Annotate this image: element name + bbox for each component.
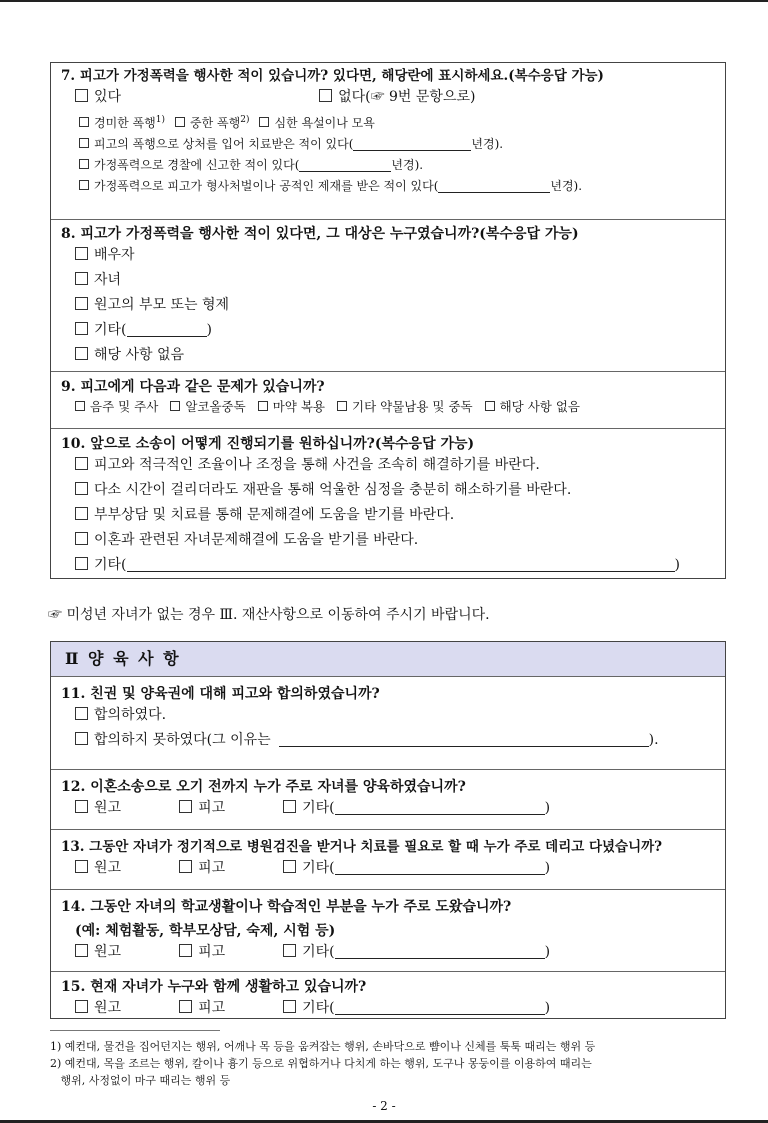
option-label: ) [544,860,551,876]
footnote-2-cont: 행위, 사정없이 마구 때리는 행위 등 [50,1074,231,1087]
option-label: 심한 욕설이나 모욕 [274,116,375,130]
checkbox[interactable] [337,401,347,411]
question-text: 9. 피고에게 다음과 같은 문제가 있습니까? [61,379,325,395]
checkbox[interactable] [75,322,88,335]
question-7 [51,67,725,219]
checkbox[interactable] [75,457,88,470]
checkbox[interactable] [75,707,88,720]
checkbox[interactable] [259,117,269,127]
option-label: 마약 복용 [272,399,325,414]
option-row [61,703,715,728]
option-label: ) [544,944,551,960]
option-label: 기타 약물남용 및 중독 [352,399,473,414]
checkbox[interactable] [258,401,268,411]
checkbox[interactable] [75,89,88,102]
option-label: 피고 [198,944,226,960]
option-label: 피고 [198,860,226,876]
sub-option-row [61,176,715,197]
option-label: 있다 [94,89,122,105]
question-15 [51,971,725,1025]
checkbox[interactable] [75,944,88,957]
reason-field[interactable] [279,732,649,747]
checkbox[interactable] [179,1000,192,1013]
option-label: 중한 폭행 [190,116,241,130]
option-label: 원고 [94,944,122,960]
question-11 [51,685,725,769]
option-label: 기타( [302,1000,335,1016]
option-label: 자녀 [94,272,122,288]
option-label: 부부상담 및 치료를 통해 문제해결에 도움을 받기를 바란다. [94,507,455,523]
option-label: 피고와 적극적인 조율이나 조정을 통해 사건을 조속히 해결하기를 바란다. [94,457,540,473]
option-label: 원고 [94,1000,122,1016]
option-row [61,293,715,318]
sub-option-row [61,134,715,155]
option-label: 합의하지 못하였다(그 이유는 [94,732,271,748]
checkbox[interactable] [75,347,88,360]
option-label: 피고 [198,800,226,816]
year-field[interactable] [353,136,471,151]
question-14 [51,889,725,971]
other-field[interactable] [335,800,545,815]
footnote-1: 1) 예컨대, 물건을 집어던지는 행위, 어깨나 목 등을 움켜잡는 행위, 손바닥으로 뺨이나 신체를 툭툭 때리는 행위 등 [50,1040,596,1053]
option-label: 알코올중독 [185,399,246,414]
checkbox[interactable] [319,89,332,102]
option-label: ) [674,557,680,573]
footnote-2: 2) 예컨대, 목을 조르는 행위, 칼이나 흉기 등으로 위협하거나 다치게 하는 행위, 도구나 몽둥이를 이용하여 때리는 [50,1057,592,1070]
checkbox[interactable] [75,272,88,285]
option-row [61,478,715,503]
skip-instruction: ☞ 미성년 자녀가 없는 경우 Ⅲ. 재산사항으로 이동하여 주시기 바랍니다. [48,607,490,623]
checkbox[interactable] [283,860,296,873]
option-row [61,503,715,528]
other-field[interactable] [335,860,545,875]
option-label: 해당 사항 없음 [94,347,185,363]
option-row [61,85,715,110]
checkbox[interactable] [75,247,88,260]
question-text: 11. 친권 및 양육권에 대해 피고와 합의하였습니까? [61,686,380,702]
option-row [61,268,715,293]
option-label: 원고의 부모 또는 형제 [94,297,230,313]
option-label: 년경). [471,137,504,151]
option-label: ) [544,1000,551,1016]
question-10 [51,428,725,582]
checkbox[interactable] [283,1000,296,1013]
option-row [61,243,715,268]
checkbox[interactable] [75,557,88,570]
questionnaire-box-2 [50,641,726,1019]
checkbox[interactable] [170,401,180,411]
option-label: ) [544,800,551,816]
option-label: 합의하였다. [94,707,167,723]
other-field[interactable] [127,557,675,572]
checkbox[interactable] [75,860,88,873]
question-text: 8. 피고가 가정폭력을 행사한 적이 있다면, 그 대상은 누구였습니까?(복수응답 가능) [61,226,579,242]
option-label: 경미한 폭행 [94,116,156,130]
other-field[interactable] [335,1000,545,1015]
option-label: 다소 시간이 걸리더라도 재판을 통해 억울한 심정을 충분히 해소하기를 바란다. [94,482,572,498]
option-label: 원고 [94,860,122,876]
question-text: 14. 그동안 자녀의 학교생활이나 학습적인 부분을 누가 주로 도왔습니까? [61,899,512,915]
other-field[interactable] [335,944,545,959]
question-text: 13. 그동안 자녀가 정기적으로 병원검진을 받거나 치료를 필요로 할 때 누가 주로 데리고 다녔습니까? [61,839,663,855]
option-label: 피고의 폭행으로 상처를 입어 치료받은 적이 있다( [94,137,354,151]
top-border [0,0,768,2]
footnote-ref: 1) [155,115,166,125]
option-row [61,343,715,368]
option-label: 년경). [550,179,583,193]
checkbox[interactable] [179,860,192,873]
option-label: 음주 및 주사 [90,399,159,414]
option-label: ). [648,732,659,748]
option-label: ) [206,322,212,338]
checkbox[interactable] [179,944,192,957]
question-text: 7. 피고가 가정폭력을 행사한 적이 있습니까? 있다면, 해당란에 표시하세요.(복수응답 가능) [61,68,604,84]
option-row [61,940,715,965]
option-label: 가정폭력으로 피고가 형사처벌이나 공적인 제재를 받은 적이 있다( [94,179,439,193]
footnote-ref: 2) [240,115,250,125]
question-9 [51,371,725,428]
option-label: 해당 사항 없음 [499,399,581,414]
option-row [61,728,715,753]
option-label: 피고 [198,1000,226,1016]
checkbox[interactable] [79,138,89,148]
option-label: 기타( [302,860,335,876]
option-label: 가정폭력으로 경찰에 신고한 적이 있다( [94,158,300,172]
option-row [61,553,715,578]
section-header: Ⅱ 양 육 사 항 [51,642,725,677]
question-text: 15. 현재 자녀가 누구와 함께 생활하고 있습니까? [61,979,367,995]
option-row [61,796,715,821]
checkbox[interactable] [75,800,88,813]
option-row [61,396,715,417]
checkbox[interactable] [79,180,89,190]
checkbox[interactable] [75,1000,88,1013]
question-13 [51,829,725,889]
checkbox[interactable] [179,800,192,813]
option-row [61,856,715,881]
year-field[interactable] [438,178,550,193]
question-text: 10. 앞으로 소송이 어떻게 진행되기를 원하십니까?(복수응답 가능) [61,436,475,452]
sub-option-row [61,155,715,176]
option-label: 년경). [391,158,424,172]
checkbox[interactable] [283,800,296,813]
option-row [61,453,715,478]
question-example: (예: 체험활동, 학부모상담, 숙제, 시험 등) [75,923,336,939]
option-label: 기타( [302,800,335,816]
other-field[interactable] [127,322,207,337]
option-label: 이혼과 관련된 자녀문제해결에 도움을 받기를 바란다. [94,532,419,548]
option-row [61,318,715,343]
footnote-divider [50,1030,220,1031]
option-label: 기타( [94,322,127,338]
year-field[interactable] [299,157,391,172]
checkbox[interactable] [175,117,185,127]
option-label: 기타( [302,944,335,960]
questionnaire-box-1 [50,62,726,579]
checkbox[interactable] [79,117,89,127]
option-row [61,528,715,553]
question-8 [51,219,725,371]
option-row [61,996,715,1021]
page-number: - 2 - [372,1099,396,1113]
checkbox[interactable] [75,507,88,520]
checkbox[interactable] [485,401,495,411]
option-label: 원고 [94,800,122,816]
checkbox[interactable] [79,159,89,169]
checkbox[interactable] [75,482,88,495]
option-label: 배우자 [94,247,135,263]
question-12 [51,769,725,829]
sub-option-row [61,110,715,134]
checkbox[interactable] [75,297,88,310]
question-text: 12. 이혼소송으로 오기 전까지 누가 주로 자녀를 양육하였습니까? [61,779,466,795]
checkbox[interactable] [75,532,88,545]
option-label: 기타( [94,557,127,573]
checkbox[interactable] [75,732,88,745]
option-label: 없다(☞ 9번 문항으로) [338,89,476,105]
checkbox[interactable] [283,944,296,957]
checkbox[interactable] [75,401,85,411]
